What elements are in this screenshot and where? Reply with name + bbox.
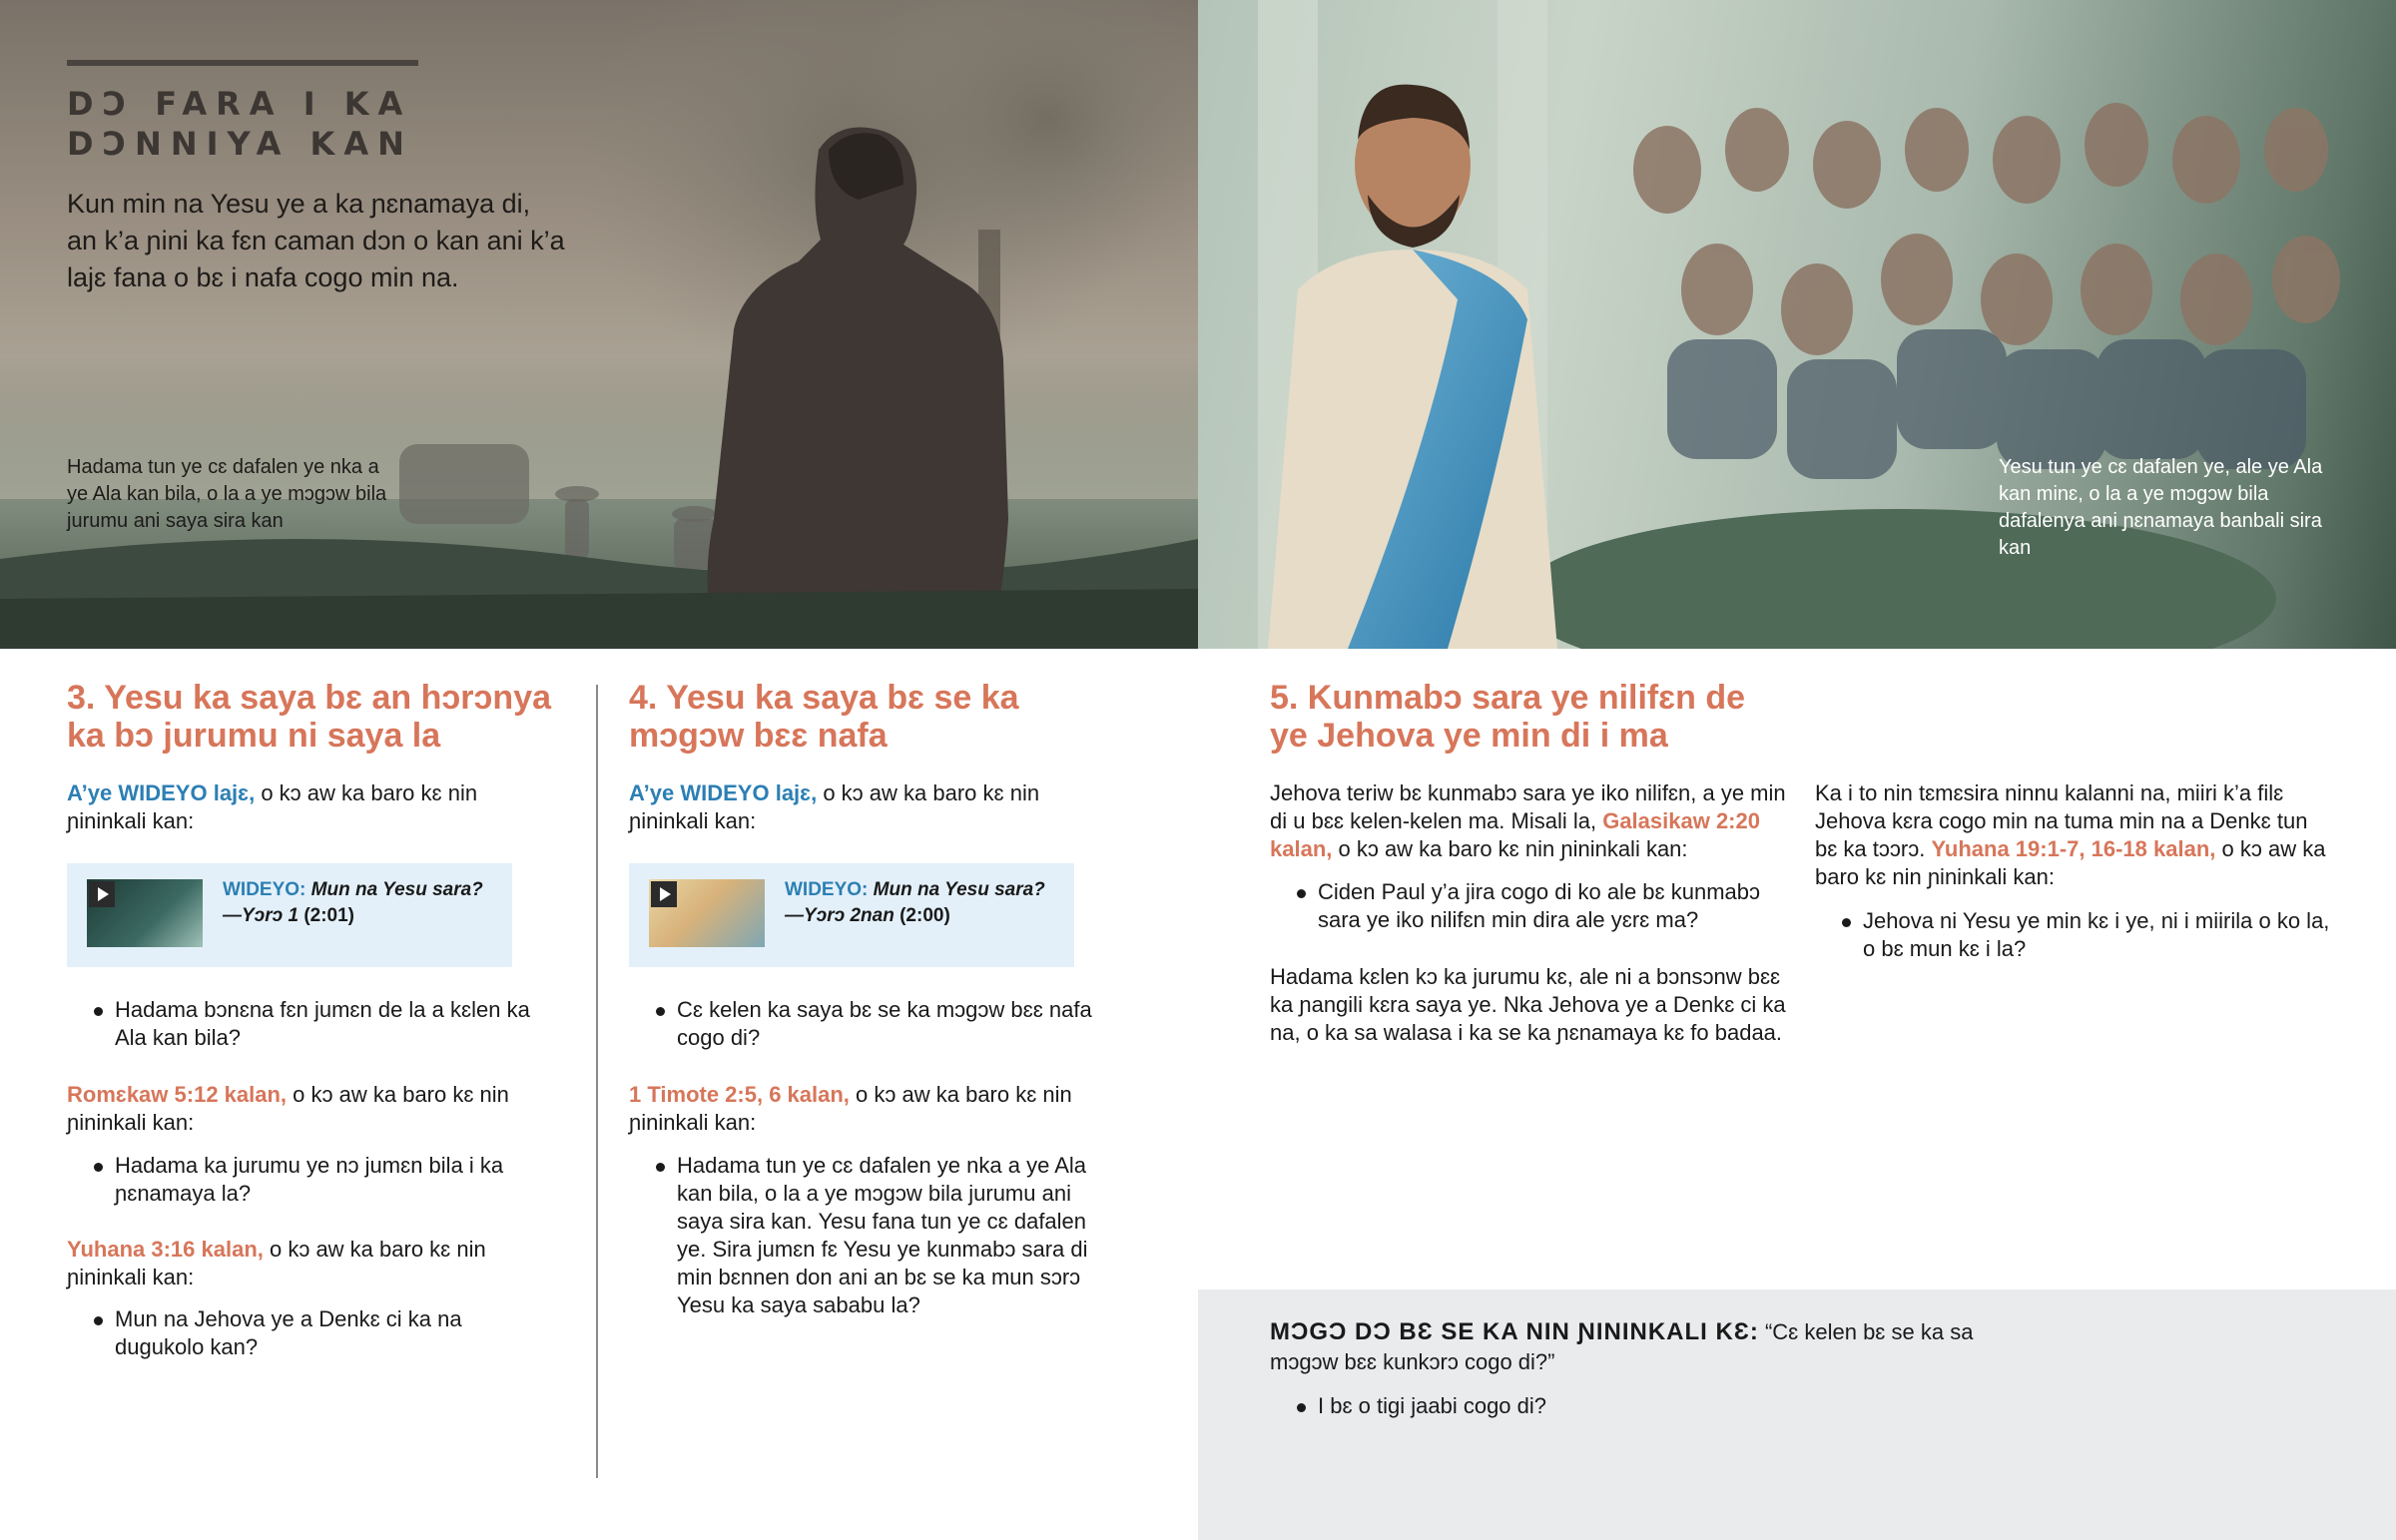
video-thumbnail[interactable] <box>649 879 765 947</box>
headline-line-1: DƆ FARA I KA <box>67 85 412 123</box>
section-3-video-intro <box>67 779 526 835</box>
reading-instruction: o kɔ aw ka baro kɛ nin ɲininkali kan: <box>67 1082 509 1135</box>
paragraph-text: Jehova teriw bɛ kunmabɔ sara ye iko nilifɛn, a ye min di u bɛɛ kelen-kelen ma. Misali la, <box>1270 780 1786 833</box>
section-3-video-text <box>223 877 502 929</box>
video-duration: (2:01) <box>303 905 355 926</box>
section-4-video-link[interactable]: A’ye WIDEYO lajɛ, <box>629 780 818 805</box>
video-label: WIDEYO: <box>785 879 869 900</box>
section-4-question-2: Hadama tun ye cɛ dafalen ye nka a ye Ala kan bila, o la a ye mɔgɔw bila jurumu ani saya sira kan. Yesu fana tun ye cɛ dafalen ye. Sira jumɛn fɛ Yesu ye kunmabɔ sara di min bɛnnen don ani an bɛ se ka mun sɔrɔ Yesu ka saya sababu la? <box>629 1152 1108 1319</box>
video-thumbnail[interactable] <box>87 879 203 947</box>
scripture-link[interactable]: 1 Timote 2:5, 6 kalan, <box>629 1082 850 1107</box>
section-4-title-line-1: 4. Yesu ka saya bɛ se ka <box>629 679 1019 717</box>
section-3-reading-1 <box>67 1081 546 1137</box>
section-4-video-card[interactable] <box>629 863 1074 967</box>
section-5-title-line-1: 5. Kunmabɔ sara ye nilifɛn de <box>1270 679 1746 717</box>
section-4-reading-1 <box>629 1081 1108 1137</box>
section-4-title <box>629 679 1128 755</box>
left-image-caption: Hadama tun ye cɛ dafalen ye nka a ye Ala kan bila, o la a ye mɔgɔw bila jurumu ani saya sira kan <box>67 456 387 532</box>
video-part: —Yɔrɔ 2nan <box>785 905 895 926</box>
video-title: Mun na Yesu sara? <box>873 879 1045 900</box>
scripture-link[interactable]: Romɛkaw 5:12 kalan, <box>67 1082 288 1107</box>
section-3-video-intro-text: o kɔ aw ka baro kɛ nin ɲininkali kan: <box>67 780 478 833</box>
section-5-title-line-2: ye Jehova ye min di i ma <box>1270 717 1668 755</box>
section-3-title <box>67 679 566 755</box>
play-icon[interactable] <box>651 881 677 907</box>
section-3-question-2: Hadama ka jurumu ye nɔ jumɛn bila i ka ɲɛnamaya la? <box>67 1152 546 1208</box>
scripture-link[interactable]: Galasikaw 2:20 kalan, <box>1270 808 1760 861</box>
headline-rule <box>67 60 418 66</box>
section-3-question-3: Mun na Jehova ye a Denkɛ ci ka na dugukolo kan? <box>67 1305 506 1361</box>
section-3-video-card[interactable] <box>67 863 512 967</box>
headline-line-2: DƆNNIYA KAN <box>67 125 413 163</box>
right-image-caption: Yesu tun ye cɛ dafalen ye, ale ye Ala kan minɛ, o la a ye mɔgɔw bila dafalenya ani ɲɛnamaya banbali sira kan <box>1999 456 2323 559</box>
review-question-text: “Cɛ kelen bɛ se ka sa mɔgɔw bɛɛ kunkɔrɔ cogo di?” <box>1270 1319 1974 1374</box>
video-label: WIDEYO: <box>223 879 306 900</box>
page-headline <box>67 84 466 164</box>
video-duration: (2:00) <box>899 905 950 926</box>
section-5-paragraph-3 <box>1815 779 2334 891</box>
review-bullet: I bɛ o tigi jaabi cogo di? <box>1270 1392 1869 1420</box>
column-divider <box>596 685 598 1478</box>
section-5-title <box>1270 679 1829 755</box>
review-question <box>1270 1317 2009 1377</box>
scripture-link[interactable]: Yuhana 3:16 kalan, <box>67 1237 264 1262</box>
review-label: MƆGƆ DƆ BƐ SE KA NIN ƝININKALI KƐ: <box>1270 1318 1759 1345</box>
section-5-question-1: Ciden Paul y’a jira cogo di ko ale bɛ kunmabɔ sara ye iko nilifɛn min dira ale yɛrɛ ma? <box>1270 878 1787 934</box>
section-3-video-link[interactable]: A’ye WIDEYO lajɛ, <box>67 780 256 805</box>
video-title: Mun na Yesu sara? <box>310 879 483 900</box>
scripture-link[interactable]: Yuhana 19:1-7, 16-18 kalan, <box>1931 836 2216 861</box>
video-part: —Yɔrɔ 1 <box>223 905 300 926</box>
reading-instruction: o kɔ aw ka baro kɛ nin ɲininkali kan: <box>629 1082 1072 1135</box>
section-3-title-line-2: ka bɔ jurumu ni saya la <box>67 717 441 755</box>
section-5-paragraph-2: Hadama kɛlen kɔ ka jurumu kɛ, ale ni a bɔnsɔnw bɛɛ ka ɲangili kɛra saya ye. Nka Jehova ye a Denkɛ ci ka na, o ka sa walasa i ka se ka ɲɛnamaya kɛ fo badaa. <box>1270 964 1786 1045</box>
section-3-title-line-1: 3. Yesu ka saya bɛ an hɔrɔnya <box>67 679 552 717</box>
section-4-video-intro <box>629 779 1088 835</box>
reading-instruction: o kɔ aw ka baro kɛ nin ɲininkali kan: <box>67 1237 486 1289</box>
reading-instruction: o kɔ aw ka baro kɛ nin ɲininkali kan: <box>1815 836 2326 889</box>
section-4-video-text <box>785 877 1064 929</box>
section-4-title-line-2: mɔgɔw bɛɛ nafa <box>629 717 888 755</box>
play-icon[interactable] <box>89 881 115 907</box>
section-4-question-1: Cɛ kelen ka saya bɛ se ka mɔgɔw bɛɛ nafa cogo di? <box>629 996 1108 1052</box>
intro-text: Kun min na Yesu ye a ka ɲɛnamaya di, an k’a ɲini ka fɛn caman dɔn o kan ani k’a lajɛ fana o bɛ i nafa cogo min na. <box>67 189 565 292</box>
reading-instruction: o kɔ aw ka baro kɛ nin ɲininkali kan: <box>1332 836 1688 861</box>
section-3-reading-2 <box>67 1236 546 1291</box>
section-5-question-2: Jehova ni Yesu ye min kɛ i ye, ni i miirila o ko la, o bɛ mun kɛ i la? <box>1815 907 2334 963</box>
section-5-paragraph-1 <box>1270 779 1787 863</box>
paragraph-text: Ka i to nin tɛmɛsira ninnu kalanni na, miiri k’a filɛ Jehova kɛra cogo min na tuma min na a Denkɛ tun bɛ ka tɔɔrɔ. <box>1815 780 2308 861</box>
section-3-question-1: Hadama bɔnɛna fɛn jumɛn de la a kɛlen ka Ala kan bila? <box>67 996 546 1052</box>
section-4-video-intro-text: o kɔ aw ka baro kɛ nin ɲininkali kan: <box>629 780 1040 833</box>
